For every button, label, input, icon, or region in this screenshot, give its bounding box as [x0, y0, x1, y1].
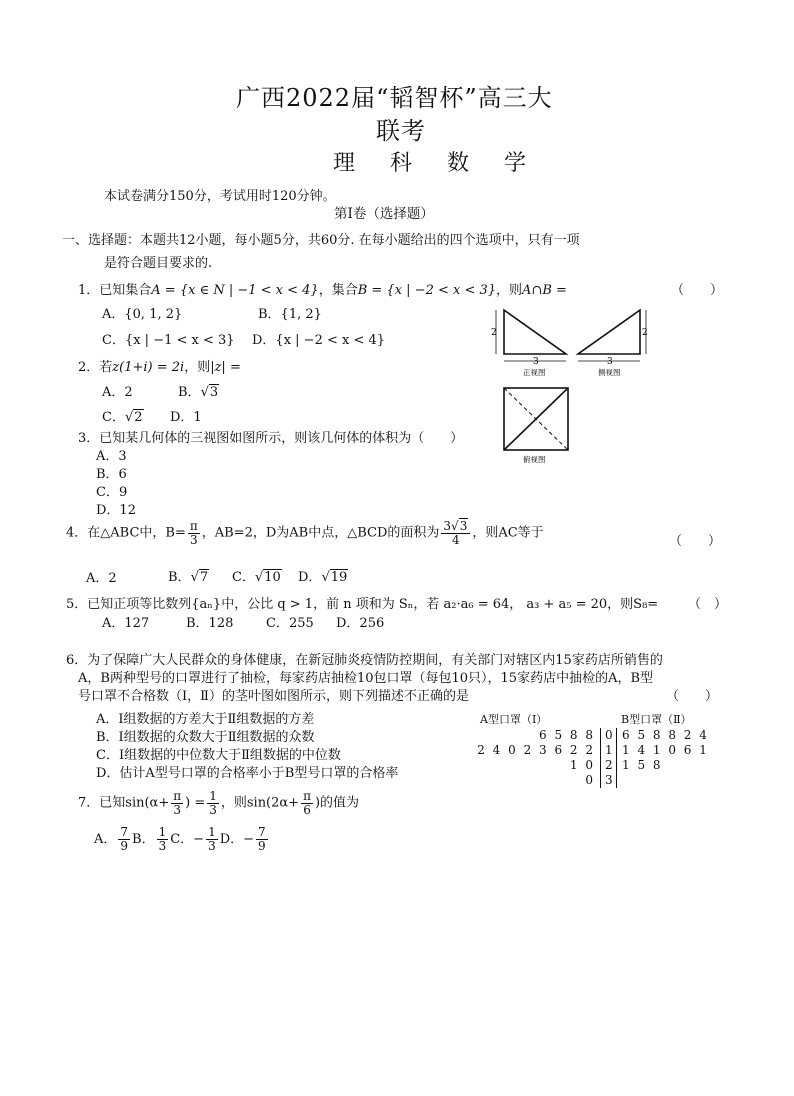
stemleaf-right-leaves-2: 1 5 8	[622, 758, 663, 772]
stemleaf-left-title: A型口罩（Ⅰ）	[480, 713, 548, 726]
front-width-label: 3	[533, 357, 539, 367]
q5-option-a: A．127	[102, 616, 150, 631]
answer-paren-4: （ ）	[669, 534, 722, 549]
answer-paren-6: （ ）	[666, 689, 719, 704]
q1-option-c: C．{x | −1 < x < 3}	[102, 333, 235, 348]
answer-paren-5: （ ）	[688, 597, 728, 612]
stemleaf-stem-3: 3	[605, 773, 613, 787]
question-6-line2: A，B两种型号的口罩进行了抽检，每家药店抽检10包口罩（每包10只），15家药店中抽检的A，B型	[78, 671, 654, 686]
question-5: 5．已知正项等比数列{aₙ}中，公比 q > 1，前 n 项和为 Sₙ，若 a₂·a₆ = 64， a₃ + a₅ = 20，则S₈=	[66, 597, 659, 612]
section-heading: 一、选择题：本题共12小题，每小题5分，共60分. 在每小题给出的四个选项中，只有一项	[62, 233, 580, 248]
stemleaf-divider-right	[616, 728, 617, 788]
q6-option-c: C．Ⅰ组数据的中位数大于Ⅱ组数据的中位数	[96, 748, 341, 763]
q4-option-b: B．√7	[168, 570, 209, 585]
stemleaf-stem-0: 0	[605, 728, 613, 742]
stemleaf-right-leaves-1: 1 4 1 0 6 1	[622, 743, 709, 757]
q2-option-c: C．√2	[102, 410, 143, 425]
q1-option-a: A．{0, 1, 2}	[102, 307, 183, 322]
q7-option-a: A． $\frac{7}{9}$	[94, 825, 129, 853]
question-2: 2．若z(1+i) = 2i，则|z| =	[78, 360, 241, 375]
question-4: 4．在△ABC中，B= $\frac{\pi}{3}$ ，AB=2，D为AB中点，△BCD的面积为 $\frac{3√3}{4}$ ，则AC等于	[66, 519, 544, 547]
section-heading-cont: 是符合题目要求的.	[104, 256, 213, 271]
front-view-label: 正视图	[523, 368, 546, 377]
q7-option-c: C．− $\frac{1}{3}$	[170, 825, 216, 853]
part-heading: 第Ⅰ卷（选择题）	[334, 206, 434, 222]
q7-options	[94, 826, 270, 852]
front-view	[504, 310, 566, 354]
exam-title: 广西2022届“韬智杯”高三大	[236, 84, 553, 112]
stemleaf-left-leaves-0: 6 5 8 8	[539, 728, 595, 742]
q4-option-c: C．√10	[232, 570, 281, 585]
side-height-label: 2	[642, 328, 648, 338]
q3-option-d: D．12	[96, 503, 136, 518]
stemleaf-stem-1: 1	[605, 743, 613, 757]
exam-subject: 理 科 数 学	[333, 151, 540, 176]
q5-option-b: B．128	[186, 616, 234, 631]
q4-option-d: D．√19	[298, 570, 348, 585]
q6-option-d: D．估计A型号口罩的合格率小于B型号口罩的合格率	[96, 766, 399, 781]
side-width-label: 3	[607, 357, 613, 367]
question-3: 3．已知某几何体的三视图如图所示，则该几何体的体积为（ ）	[78, 431, 464, 446]
question-6: 6．为了保障广大人民群众的身体健康，在新冠肺炎疫情防控期间，有关部门对辖区内15家药店所销售的	[66, 653, 663, 668]
stemleaf-left-leaves-2: 1 0	[569, 758, 595, 772]
q3-option-b: B．6	[96, 467, 127, 482]
q2-option-b: B．√3	[178, 385, 219, 400]
q3-option-a: A．3	[96, 449, 127, 464]
q5-option-d: D．256	[336, 616, 385, 631]
q4-option-a: A．2	[86, 571, 117, 586]
exam-intro: 本试卷满分150分，考试用时120分钟。	[104, 189, 336, 204]
q7-option-d: D．− $\frac{7}{9}$	[219, 825, 266, 853]
top-view-label: 俯视图	[523, 455, 546, 464]
q7-option-b: B． $\frac{1}{3}$	[132, 825, 167, 853]
stemleaf-right-leaves-0: 6 5 8 8 2 4	[622, 728, 709, 742]
q1-option-d: D．{x | −2 < x < 4}	[252, 333, 386, 348]
three-view-figure	[488, 298, 648, 464]
question-1: 1．已知集合A = {x ∈ N | −1 < x < 4}，集合B = {x | −2 < x < 3}，则A∩B =	[78, 283, 567, 298]
q3-option-c: C．9	[96, 485, 128, 500]
stemleaf-left-leaves-3: 0	[585, 773, 595, 787]
q2-option-a: A．2	[102, 385, 133, 400]
q2-option-d: D．1	[170, 410, 202, 425]
q5-option-c: C．255	[266, 616, 314, 631]
q1-option-b: B．{1, 2}	[258, 307, 322, 322]
question-6-line3: 号口罩不合格数（Ⅰ，Ⅱ）的茎叶图如图所示，则下列描述不正确的是	[78, 689, 469, 704]
exam-title-line2: 联考	[376, 117, 426, 145]
q6-option-a: A．Ⅰ组数据的方差大于Ⅱ组数据的方差	[96, 712, 315, 727]
q6-option-b: B．Ⅰ组数据的众数大于Ⅱ组数据的众数	[96, 730, 315, 745]
side-view	[578, 310, 640, 354]
stemleaf-right-title: B型口罩（Ⅱ）	[621, 713, 692, 726]
stemleaf-left-leaves-1: 2 4 0 2 3 6 2 2	[477, 743, 595, 757]
answer-paren-1: （ ）	[671, 283, 724, 298]
front-height-label: 2	[491, 328, 497, 338]
question-7: 7．已知sin(α+ $\frac{\pi}{3}$ ) = $\frac{1}{3}$ ，则sin(2α+ $\frac{\pi}{6}$ )的值为	[78, 789, 360, 817]
side-view-label: 侧视图	[598, 368, 621, 377]
stemleaf-divider-left	[600, 728, 601, 788]
stemleaf-stem-2: 2	[605, 758, 613, 772]
